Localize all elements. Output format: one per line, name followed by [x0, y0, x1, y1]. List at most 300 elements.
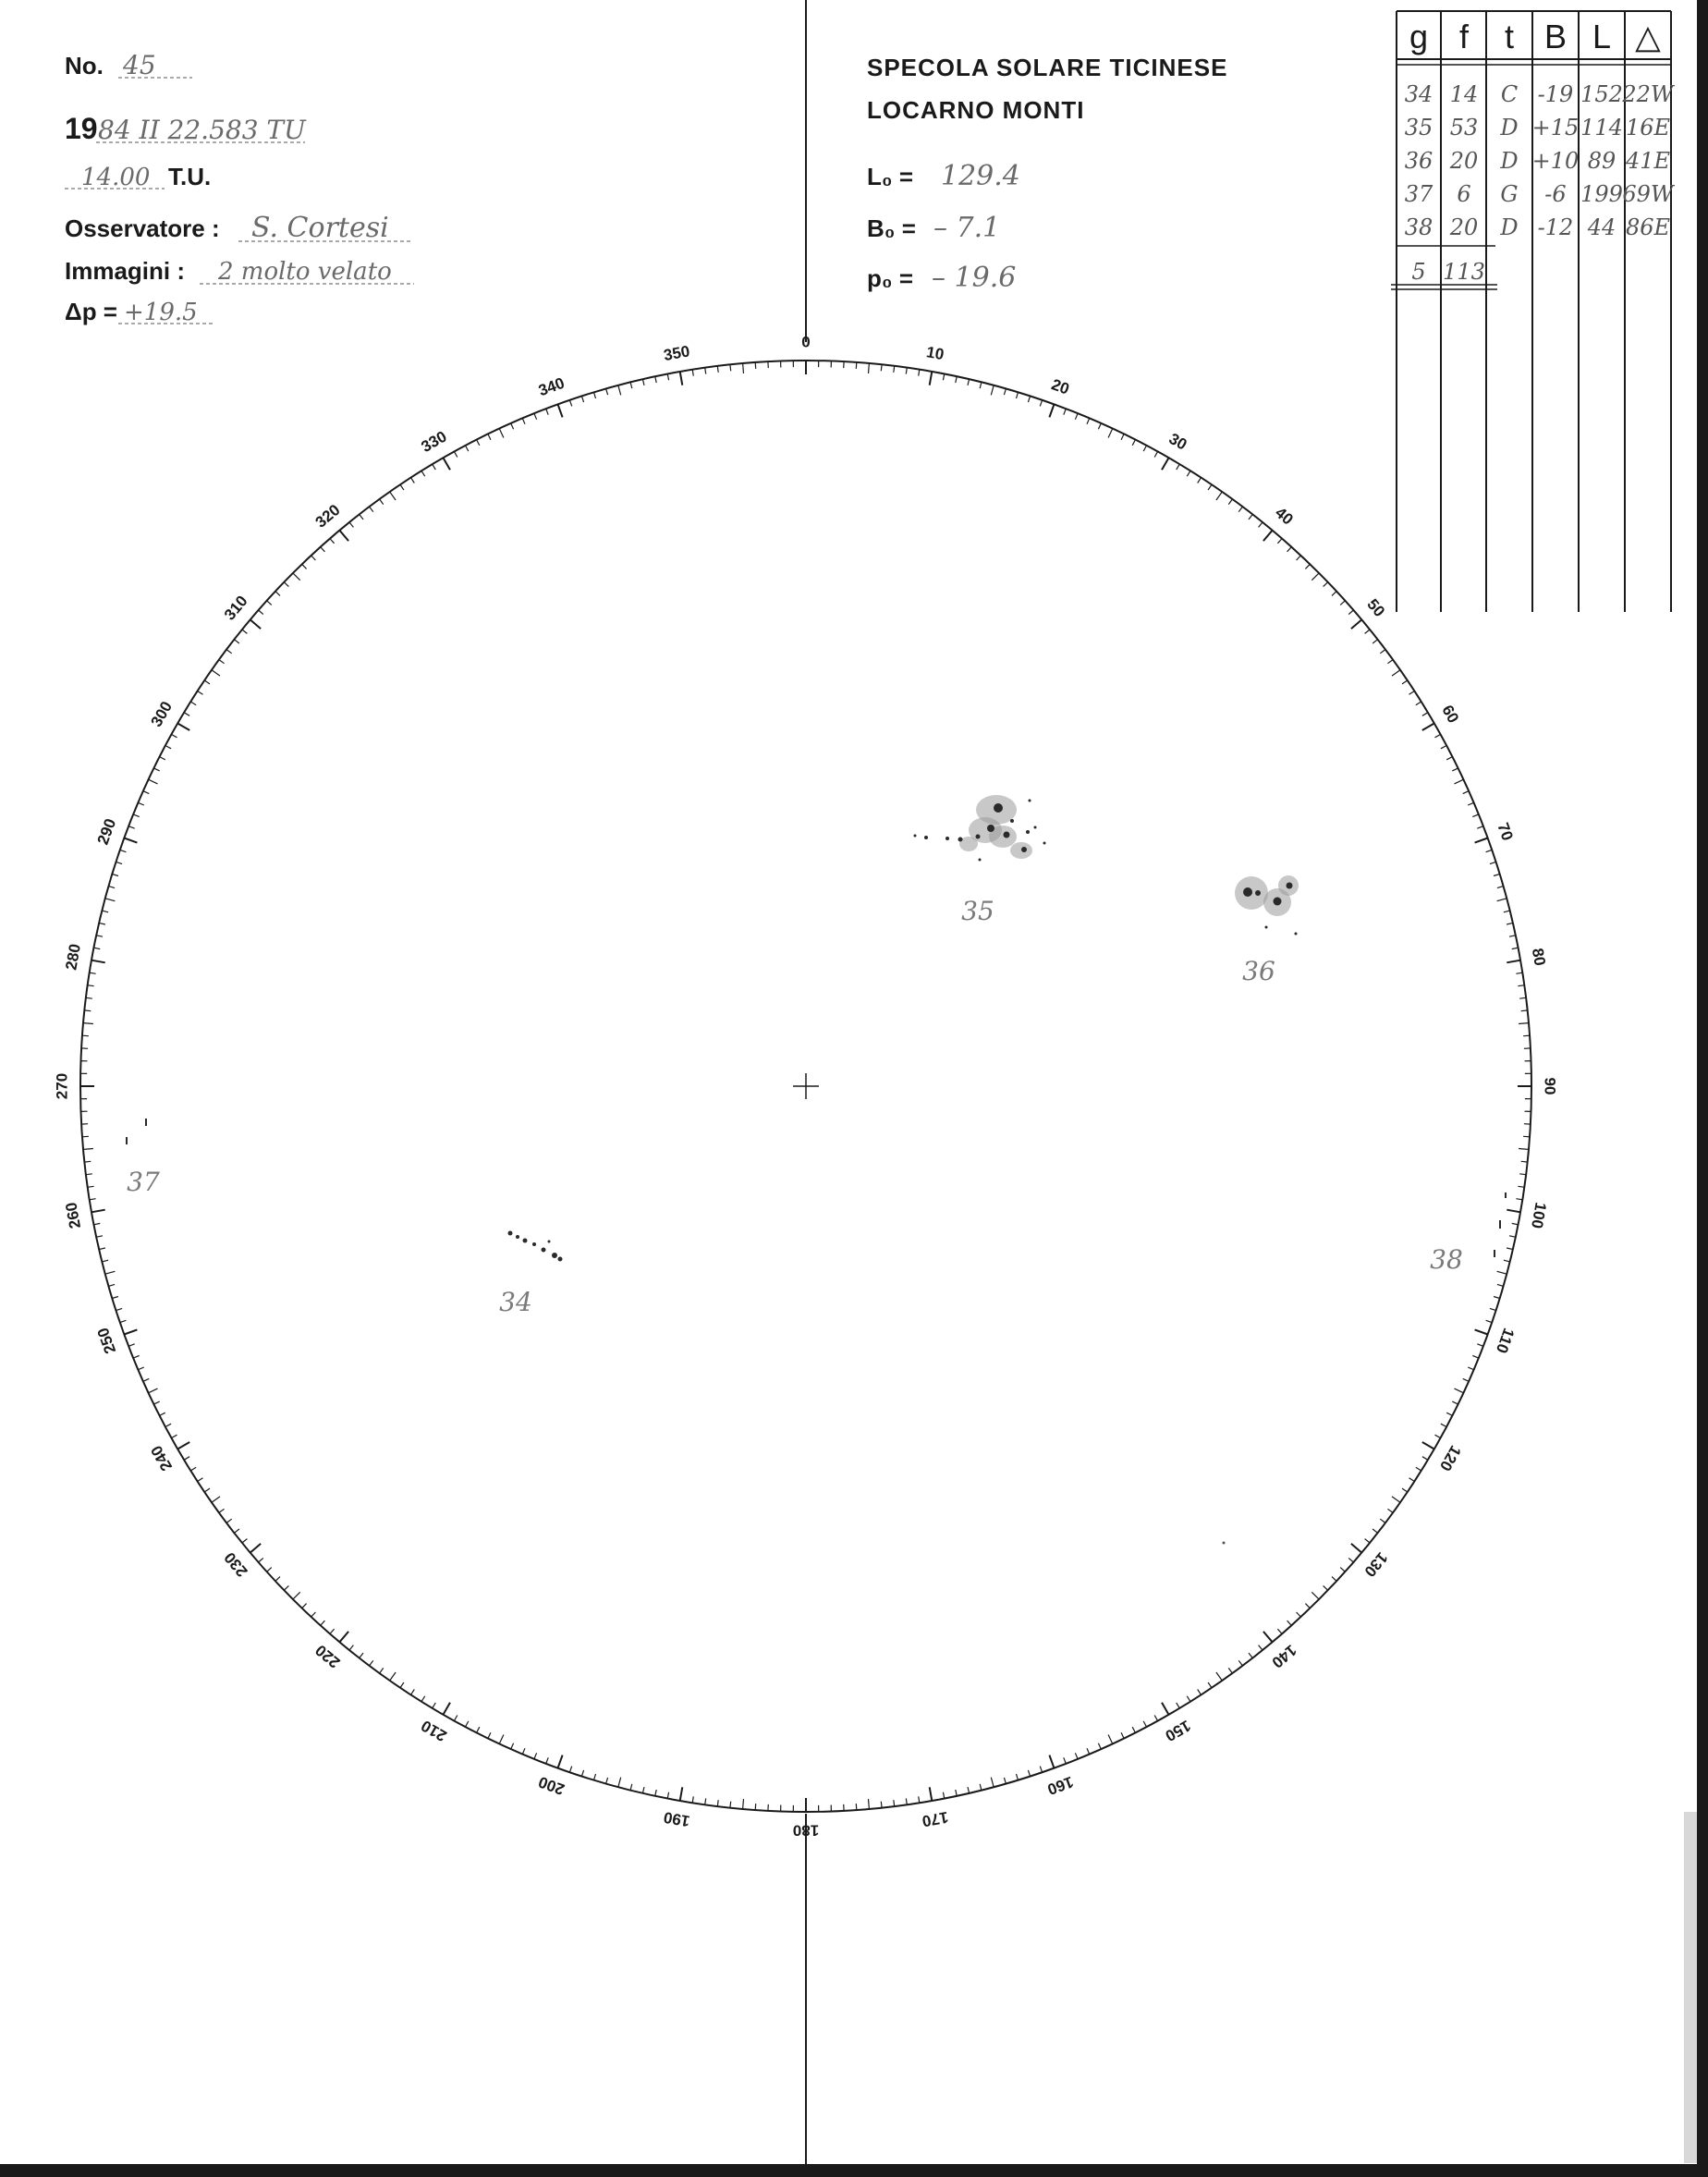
scale-tick [1472, 814, 1479, 817]
scale-tick [488, 434, 491, 439]
scale-tick [275, 592, 280, 596]
scale-tick [116, 862, 122, 863]
scale-tick [1216, 1672, 1222, 1681]
scale-tick [349, 1645, 353, 1651]
scale-tick [400, 484, 404, 490]
cell-f: 14 [1449, 81, 1479, 107]
scale-tick [212, 1497, 220, 1502]
scale-tick [630, 382, 632, 388]
scale-tick [1154, 1716, 1157, 1721]
scale-tick [1435, 1435, 1441, 1437]
col-header-t: t [1504, 18, 1515, 55]
scale-tick [92, 960, 105, 963]
scale-tick [1518, 1186, 1524, 1187]
scale-tick [594, 392, 596, 398]
scale-tick [466, 1721, 469, 1727]
cell-B: -19 [1537, 81, 1574, 107]
scale-tick [1387, 660, 1393, 664]
scale-tick [1108, 1735, 1113, 1744]
scale-tick [1263, 531, 1273, 541]
scale-tick [400, 1682, 404, 1688]
scale-tick [1216, 492, 1222, 500]
scale-tick [411, 1690, 415, 1695]
group-label-34: 34 [499, 1287, 532, 1317]
scale-tick [1332, 592, 1336, 596]
scale-tick [856, 362, 857, 369]
scale-tick [454, 451, 457, 457]
scale-tick [569, 1767, 571, 1773]
cell-B: -6 [1544, 181, 1567, 207]
scale-tick [1228, 499, 1232, 505]
scale-tick [930, 1787, 933, 1801]
scale-tick [930, 372, 933, 385]
B0-value: – 7.1 [933, 212, 1001, 244]
scale-tick [177, 1442, 189, 1449]
scale-tick [1441, 746, 1446, 749]
scale-tick [83, 1149, 93, 1150]
scale-tick [1324, 1585, 1328, 1590]
scale-tick [108, 1284, 115, 1286]
cell-g: 37 [1404, 181, 1434, 207]
cell-L: 199 [1580, 181, 1623, 207]
scale-tick [259, 610, 263, 615]
scale-tick [1372, 1529, 1378, 1533]
scale-tick [594, 1774, 596, 1780]
scale-tick [1040, 1767, 1042, 1773]
scale-label-80: 80 [1528, 947, 1549, 968]
cell-f: 20 [1449, 214, 1479, 240]
scale-tick [1523, 1136, 1530, 1137]
scale-tick [1340, 601, 1345, 605]
scale-tick [1238, 1660, 1242, 1666]
scale-tick [380, 499, 384, 505]
scale-tick [755, 362, 756, 369]
scale-tick [1143, 446, 1146, 451]
scale-tick [511, 1743, 514, 1749]
cell-delta: 16E [1625, 115, 1671, 141]
scale-tick [184, 713, 189, 716]
cell-delta: 22W [1622, 81, 1674, 107]
group-table [1391, 11, 1676, 612]
scale-tick [894, 366, 895, 373]
scale-tick [606, 388, 608, 395]
scale-tick [1507, 1210, 1520, 1213]
scale-label-240: 240 [147, 1442, 177, 1474]
scale-tick [1208, 1682, 1212, 1688]
scale-tick [92, 1210, 105, 1213]
L0-value: 129.4 [941, 160, 1020, 192]
scale-tick [1392, 670, 1400, 676]
scale-tick [1441, 1424, 1446, 1426]
scale-tick [1238, 507, 1242, 512]
scale-tick [330, 1629, 335, 1633]
scale-tick [1512, 1223, 1519, 1224]
scale-label-200: 200 [536, 1772, 567, 1799]
scale-tick [1305, 1604, 1310, 1608]
scale-tick [1497, 1284, 1504, 1286]
sunspot-group-37 [126, 1119, 160, 1197]
scale-tick [88, 985, 94, 986]
scale-tick [219, 660, 225, 664]
scale-tick [339, 531, 348, 541]
scale-tick [1468, 802, 1473, 805]
scale-label-60: 60 [1438, 702, 1463, 727]
scale-label-90: 90 [1541, 1077, 1559, 1095]
scale-tick [411, 478, 415, 483]
scale-tick [1380, 650, 1385, 654]
scale-tick [133, 814, 140, 817]
scale-label-290: 290 [93, 816, 120, 848]
scale-tick [477, 1727, 480, 1732]
scale-label-310: 310 [220, 592, 251, 624]
scale-tick [546, 409, 549, 415]
scale-tick [116, 1308, 122, 1310]
scale-tick [692, 1796, 693, 1803]
scale-tick [692, 370, 693, 376]
scale-tick [1416, 1467, 1421, 1471]
scale-tick [606, 1778, 608, 1784]
col-header-f: f [1458, 18, 1470, 55]
P0-value: – 19.6 [932, 262, 1017, 294]
scale-tick [1351, 1544, 1361, 1553]
cell-delta: 86E [1625, 214, 1671, 240]
scale-tick [153, 1401, 159, 1404]
scale-tick [293, 573, 300, 581]
scale-tick [454, 1716, 457, 1721]
scale-label-140: 140 [1268, 1641, 1300, 1672]
scale-tick [1287, 1621, 1292, 1625]
scale-tick [99, 923, 105, 924]
group-label-38: 38 [1430, 1244, 1463, 1275]
scale-label-350: 350 [662, 342, 691, 365]
scale-tick [534, 1753, 537, 1759]
group-label-36: 36 [1242, 956, 1275, 986]
scale-tick [1497, 1271, 1507, 1274]
scale-tick [991, 1778, 994, 1788]
scale-tick [743, 1799, 744, 1809]
scale-tick [370, 507, 373, 512]
scale-tick [1516, 1199, 1522, 1200]
institution-location: LOCARNO MONTI [867, 96, 1085, 124]
scale-tick [1392, 1497, 1400, 1502]
time-suffix: T.U. [168, 163, 212, 190]
scale-tick [1521, 1161, 1528, 1162]
scale-tick [1332, 1577, 1336, 1582]
scale-tick [618, 1778, 621, 1788]
scale-tick [1004, 388, 1006, 395]
scale-tick [881, 364, 882, 371]
scale-tick [956, 376, 957, 383]
table-row [1405, 148, 1671, 174]
scale-tick [390, 1672, 396, 1681]
scale-tick [968, 379, 970, 385]
scale-tick [488, 1732, 491, 1738]
scale-tick [743, 363, 744, 373]
scale-label-150: 150 [1162, 1716, 1194, 1745]
scale-tick [259, 1558, 263, 1562]
scale-label-260: 260 [62, 1201, 85, 1230]
cell-g: 38 [1404, 214, 1434, 240]
scale-tick [919, 1796, 920, 1803]
cell-t: D [1500, 115, 1519, 141]
scale-tick [534, 413, 537, 420]
col-header-g: g [1409, 18, 1429, 55]
year-prefix: 19 [65, 112, 98, 145]
scale-tick [1297, 556, 1301, 560]
scale-tick [1409, 691, 1415, 695]
scale-label-50: 50 [1363, 595, 1389, 620]
scale-tick [1075, 413, 1078, 420]
scale-tick [1277, 539, 1282, 544]
scale-tick [1422, 1442, 1434, 1449]
scale-label-100: 100 [1527, 1201, 1550, 1230]
scale-tick [1187, 1696, 1190, 1702]
cell-B: -12 [1537, 214, 1574, 240]
scale-tick [1132, 440, 1135, 446]
scale-tick [1087, 418, 1090, 423]
scale-tick [477, 440, 480, 446]
images-label: Immagini : [65, 257, 186, 285]
scale-tick [143, 791, 149, 794]
cell-t: D [1500, 148, 1519, 174]
scale-tick [128, 1344, 135, 1347]
scale-label-10: 10 [924, 343, 946, 364]
scale-tick [143, 1378, 149, 1381]
scale-tick [667, 1792, 668, 1799]
scale-tick [1348, 1558, 1353, 1562]
scale-tick [980, 382, 982, 388]
scale-tick [1402, 680, 1408, 684]
scale-label-220: 220 [311, 1641, 344, 1672]
scale-tick [112, 1297, 118, 1299]
scale-tick [390, 492, 396, 500]
scale-tick [1297, 1612, 1301, 1617]
scale-tick [730, 364, 731, 371]
scale-tick [642, 1787, 644, 1793]
group-label-37: 37 [127, 1167, 160, 1197]
scale-tick [112, 874, 118, 876]
scale-tick [1519, 1174, 1526, 1175]
scale-label-30: 30 [1165, 429, 1190, 454]
solar-disk [54, 334, 1559, 1840]
cell-L: 89 [1587, 148, 1616, 174]
scale-tick [943, 1792, 944, 1799]
scale-label-300: 300 [147, 698, 177, 730]
scale-label-280: 280 [62, 942, 85, 972]
scale-tick [190, 1467, 196, 1471]
scale-tick [1519, 1023, 1529, 1024]
scale-tick [511, 423, 514, 429]
col-header-L: L [1592, 18, 1612, 55]
scale-tick [522, 1748, 525, 1754]
scale-tick [1486, 1320, 1493, 1322]
scale-tick [275, 1577, 280, 1582]
scale-tick [86, 1174, 92, 1175]
scale-tick [1177, 1703, 1180, 1708]
scale-tick [499, 1735, 504, 1744]
scale-tick [1028, 396, 1030, 402]
scale-tick [160, 757, 165, 760]
scale-tick [1486, 850, 1493, 851]
table-row [1405, 115, 1671, 141]
scale-tick [1523, 1035, 1530, 1036]
B0-label: B₀ = [867, 214, 916, 242]
scale-tick [1416, 702, 1421, 705]
no-value: 45 [123, 50, 156, 80]
total-spots: 113 [1443, 259, 1485, 285]
scale-tick [1446, 1413, 1452, 1415]
scale-tick [370, 1660, 373, 1666]
dp-label: Δp = [65, 298, 117, 325]
scale-tick [184, 1457, 189, 1461]
scale-label-110: 110 [1492, 1326, 1519, 1356]
scale-label-190: 190 [662, 1807, 691, 1830]
scale-tick [1380, 1519, 1385, 1523]
scale-tick [906, 368, 907, 374]
scale-tick [82, 1035, 89, 1036]
scale-tick [1351, 619, 1361, 629]
scale-tick [1049, 1755, 1054, 1768]
scale-tick [88, 1186, 94, 1187]
scale-tick [717, 366, 718, 373]
group-label-35: 35 [961, 896, 994, 926]
scale-tick [1422, 724, 1434, 731]
scale-tick [1365, 1539, 1371, 1543]
cell-t: G [1500, 181, 1519, 207]
scale-tick [311, 1612, 316, 1617]
scale-tick [1132, 1727, 1135, 1732]
cell-delta: 69W [1622, 181, 1674, 207]
scale-label-230: 230 [220, 1548, 251, 1581]
table-row [1405, 81, 1676, 107]
scale-tick [730, 1802, 731, 1808]
scale-tick [284, 582, 288, 587]
scale-tick [219, 1509, 225, 1512]
scale-tick [1064, 1757, 1067, 1764]
observer-label: Osservatore : [65, 214, 220, 242]
scale-tick [894, 1800, 895, 1806]
scale-tick [1507, 1248, 1513, 1250]
images-value: 2 molto velato [218, 258, 392, 286]
scale-tick [1312, 573, 1319, 581]
scale-tick [1504, 1260, 1510, 1262]
scale-tick [433, 1703, 436, 1708]
scale-tick [1455, 779, 1464, 784]
scale-tick [124, 1329, 137, 1334]
scale-tick [1017, 392, 1019, 398]
scale-tick [293, 1592, 300, 1599]
scale-tick [1472, 1355, 1479, 1358]
table-row [1405, 214, 1671, 240]
scale-tick [284, 1585, 288, 1590]
scale-tick [1435, 734, 1441, 737]
scale-tick [1519, 1149, 1529, 1150]
scale-tick [919, 370, 920, 376]
scale-tick [581, 396, 583, 402]
scale-label-250: 250 [93, 1325, 120, 1356]
scale-tick [153, 768, 159, 771]
scale-label-0: 0 [801, 333, 811, 351]
scale-tick [226, 1519, 232, 1523]
scale-tick [250, 1544, 261, 1553]
scale-tick [360, 1653, 363, 1658]
scale-tick [1422, 1457, 1428, 1461]
cell-delta: 41E [1625, 148, 1671, 174]
scale-tick [204, 1488, 210, 1492]
scale-tick [1494, 874, 1500, 876]
scale-tick [1259, 1645, 1263, 1651]
institution-block [867, 54, 1227, 294]
scale-tick [755, 1804, 756, 1810]
scale-label-40: 40 [1272, 503, 1297, 529]
scale-tick [980, 1784, 982, 1791]
scale-label-70: 70 [1494, 820, 1517, 843]
scale-tick [421, 1696, 425, 1702]
scale-tick [558, 404, 563, 417]
scale-tick [1162, 458, 1169, 470]
scale-tick [1049, 404, 1054, 417]
scale-tick [1409, 1478, 1415, 1482]
cell-t: D [1500, 214, 1519, 240]
scale-tick [1372, 640, 1378, 643]
L0-label: L₀ = [867, 163, 914, 190]
scale-tick [618, 385, 621, 396]
scale-tick [680, 372, 683, 385]
scale-tick [1121, 434, 1124, 439]
scale-tick [380, 1668, 384, 1673]
sunspot-group-34 [499, 1231, 562, 1318]
scale-tick [1228, 1668, 1232, 1673]
scale-tick [1028, 1770, 1030, 1777]
scale-label-210: 210 [418, 1716, 450, 1745]
scale-tick [149, 779, 158, 784]
scale-tick [302, 1604, 307, 1608]
scale-tick [1497, 899, 1507, 901]
scale-tick [1452, 768, 1458, 771]
scale-tick [330, 539, 335, 544]
scale-tick [856, 1804, 857, 1810]
scale-tick [1324, 582, 1328, 587]
scale-tick [1198, 1690, 1202, 1695]
scale-tick [1312, 1592, 1319, 1599]
scale-tick [84, 1010, 91, 1011]
col-header-B: B [1543, 18, 1568, 55]
scale-tick [339, 1632, 348, 1642]
scale-tick [1249, 514, 1252, 520]
scale-tick [198, 1478, 203, 1482]
scale-tick [90, 1199, 96, 1200]
scale-tick [680, 1787, 683, 1801]
sunspot-group-35 [914, 795, 1046, 926]
scale-tick [1387, 1509, 1393, 1512]
cell-B: +10 [1531, 148, 1580, 174]
scale-tick [321, 1621, 325, 1625]
center-crosshair [793, 1073, 819, 1099]
scale-tick [466, 446, 469, 451]
scale-tick [349, 522, 353, 528]
scale-tick [105, 899, 116, 901]
scale-tick [630, 1784, 632, 1791]
scale-tick [499, 429, 504, 438]
scale-tick [1187, 471, 1190, 476]
scale-tick [311, 556, 316, 560]
scale-tick [1463, 791, 1469, 794]
dp-value: +19.5 [124, 299, 198, 326]
scale-tick [1075, 1753, 1078, 1759]
cell-f: 53 [1449, 115, 1479, 141]
cell-g: 36 [1404, 148, 1434, 174]
scale-tick [1504, 911, 1510, 912]
